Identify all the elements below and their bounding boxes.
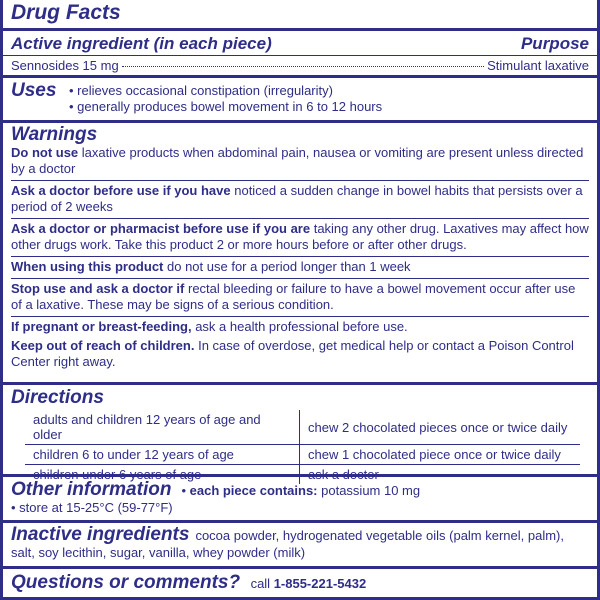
warning-label: Ask a doctor or pharmacist before use if you are (11, 221, 311, 236)
warnings-heading: Warnings (11, 124, 98, 145)
warning-label: Stop use and ask a doctor if (11, 281, 185, 296)
directions-dose: chew 2 chocolated pieces once or twice daily (300, 410, 581, 445)
questions-section (3, 566, 597, 597)
other-info-contains: • each piece contains: potassium 10 mg (181, 483, 421, 498)
warning-text: ask a health professional before use. (191, 319, 408, 334)
directions-row (25, 445, 580, 465)
directions-who: children under 6 years of age (25, 465, 300, 485)
directions-who: children 6 to under 12 years of age (25, 445, 300, 465)
warning-when-using (11, 256, 589, 278)
contains-text: potassium 10 mg (317, 483, 421, 498)
uses-list (69, 83, 382, 115)
warning-pregnant (11, 316, 589, 336)
uses-item: • generally produces bowel movement in 6 to 12 hours (69, 99, 382, 115)
leader-dots (122, 66, 484, 67)
directions-section (3, 382, 597, 482)
ingredient-row (11, 58, 589, 74)
warning-text: taking any other drug. Laxatives may affect how other drugs work. Take this product 2 or more hours before or after other drugs. (11, 221, 589, 252)
directions-dose: ask a doctor (308, 467, 379, 482)
questions-call (251, 576, 367, 591)
directions-dose: chew 1 chocolated piece once or twice daily (300, 445, 581, 465)
uses-row (11, 81, 589, 115)
drug-facts-title: Drug Facts (11, 1, 121, 24)
ingredient-name: Sennosides 15 mg (11, 58, 119, 73)
inactive-paragraph (11, 526, 589, 561)
directions-table (25, 410, 580, 484)
warning-text: In case of overdose, get medical help or contact a Poison Control Center right away. (11, 338, 574, 369)
store-text: store at 15-25°C (59-77°F) (19, 500, 173, 515)
questions-heading: Questions or comments? (11, 572, 241, 593)
warning-label: When using this product (11, 259, 164, 274)
inactive-text: cocoa powder, hydrogenated vegetable oils (palm kernel, palm), salt, soy lecithin, sugar, vanilla, whey powder (milk) (11, 528, 564, 560)
warning-do-not-use (11, 145, 589, 180)
directions-row (25, 410, 580, 445)
directions-heading: Directions (11, 387, 104, 408)
warning-text: rectal bleeding or failure to have a bowel movement occur after use of a laxative. These may be signs of a serious condition. (11, 281, 576, 312)
other-info-store: • store at 15-25°C (59-77°F) (11, 500, 173, 515)
contains-label: each piece contains: (189, 483, 318, 498)
inactive-heading: Inactive ingredients (11, 524, 190, 545)
uses-heading: Uses (11, 80, 57, 101)
warning-text: noticed a sudden change in bowel habits that persists over a period of 2 weeks (11, 183, 583, 214)
warning-label: Keep out of reach of children. (11, 338, 195, 353)
other-info-heading: Other information (11, 479, 172, 500)
warning-text: laxative products when abdominal pain, nausea or vomiting are present unless directed by a doctor (11, 145, 584, 176)
call-text: call (250, 576, 274, 591)
active-ingredient-section (3, 28, 597, 75)
warning-ask-doctor (11, 180, 589, 218)
warnings-section (3, 120, 597, 382)
warning-stop-use (11, 278, 589, 316)
warning-label: Do not use (11, 145, 79, 160)
phone-number: 1-855-221-5432 (273, 576, 367, 591)
inactive-section (3, 520, 597, 566)
uses-item: • relieves occasional constipation (irregularity) (69, 83, 382, 99)
warning-ask-pharmacist (11, 218, 589, 256)
warning-text: do not use for a period longer than 1 week (163, 259, 411, 274)
title-section (3, 0, 597, 28)
warning-children (11, 336, 589, 370)
ingredient-purpose: Stimulant laxative (487, 58, 589, 73)
active-divider (3, 55, 597, 56)
other-info-section (3, 474, 597, 520)
directions-who: adults and children 12 years of age and older (25, 410, 300, 445)
warning-label: If pregnant or breast-feeding, (11, 319, 192, 334)
uses-section (3, 75, 597, 120)
purpose-heading: Purpose (520, 34, 589, 53)
other-info-row (11, 480, 589, 500)
active-ingredient-heading: Active ingredient (in each piece) (11, 34, 272, 53)
active-header-row (11, 33, 589, 54)
warning-label: Ask a doctor before use if you have (11, 183, 231, 198)
